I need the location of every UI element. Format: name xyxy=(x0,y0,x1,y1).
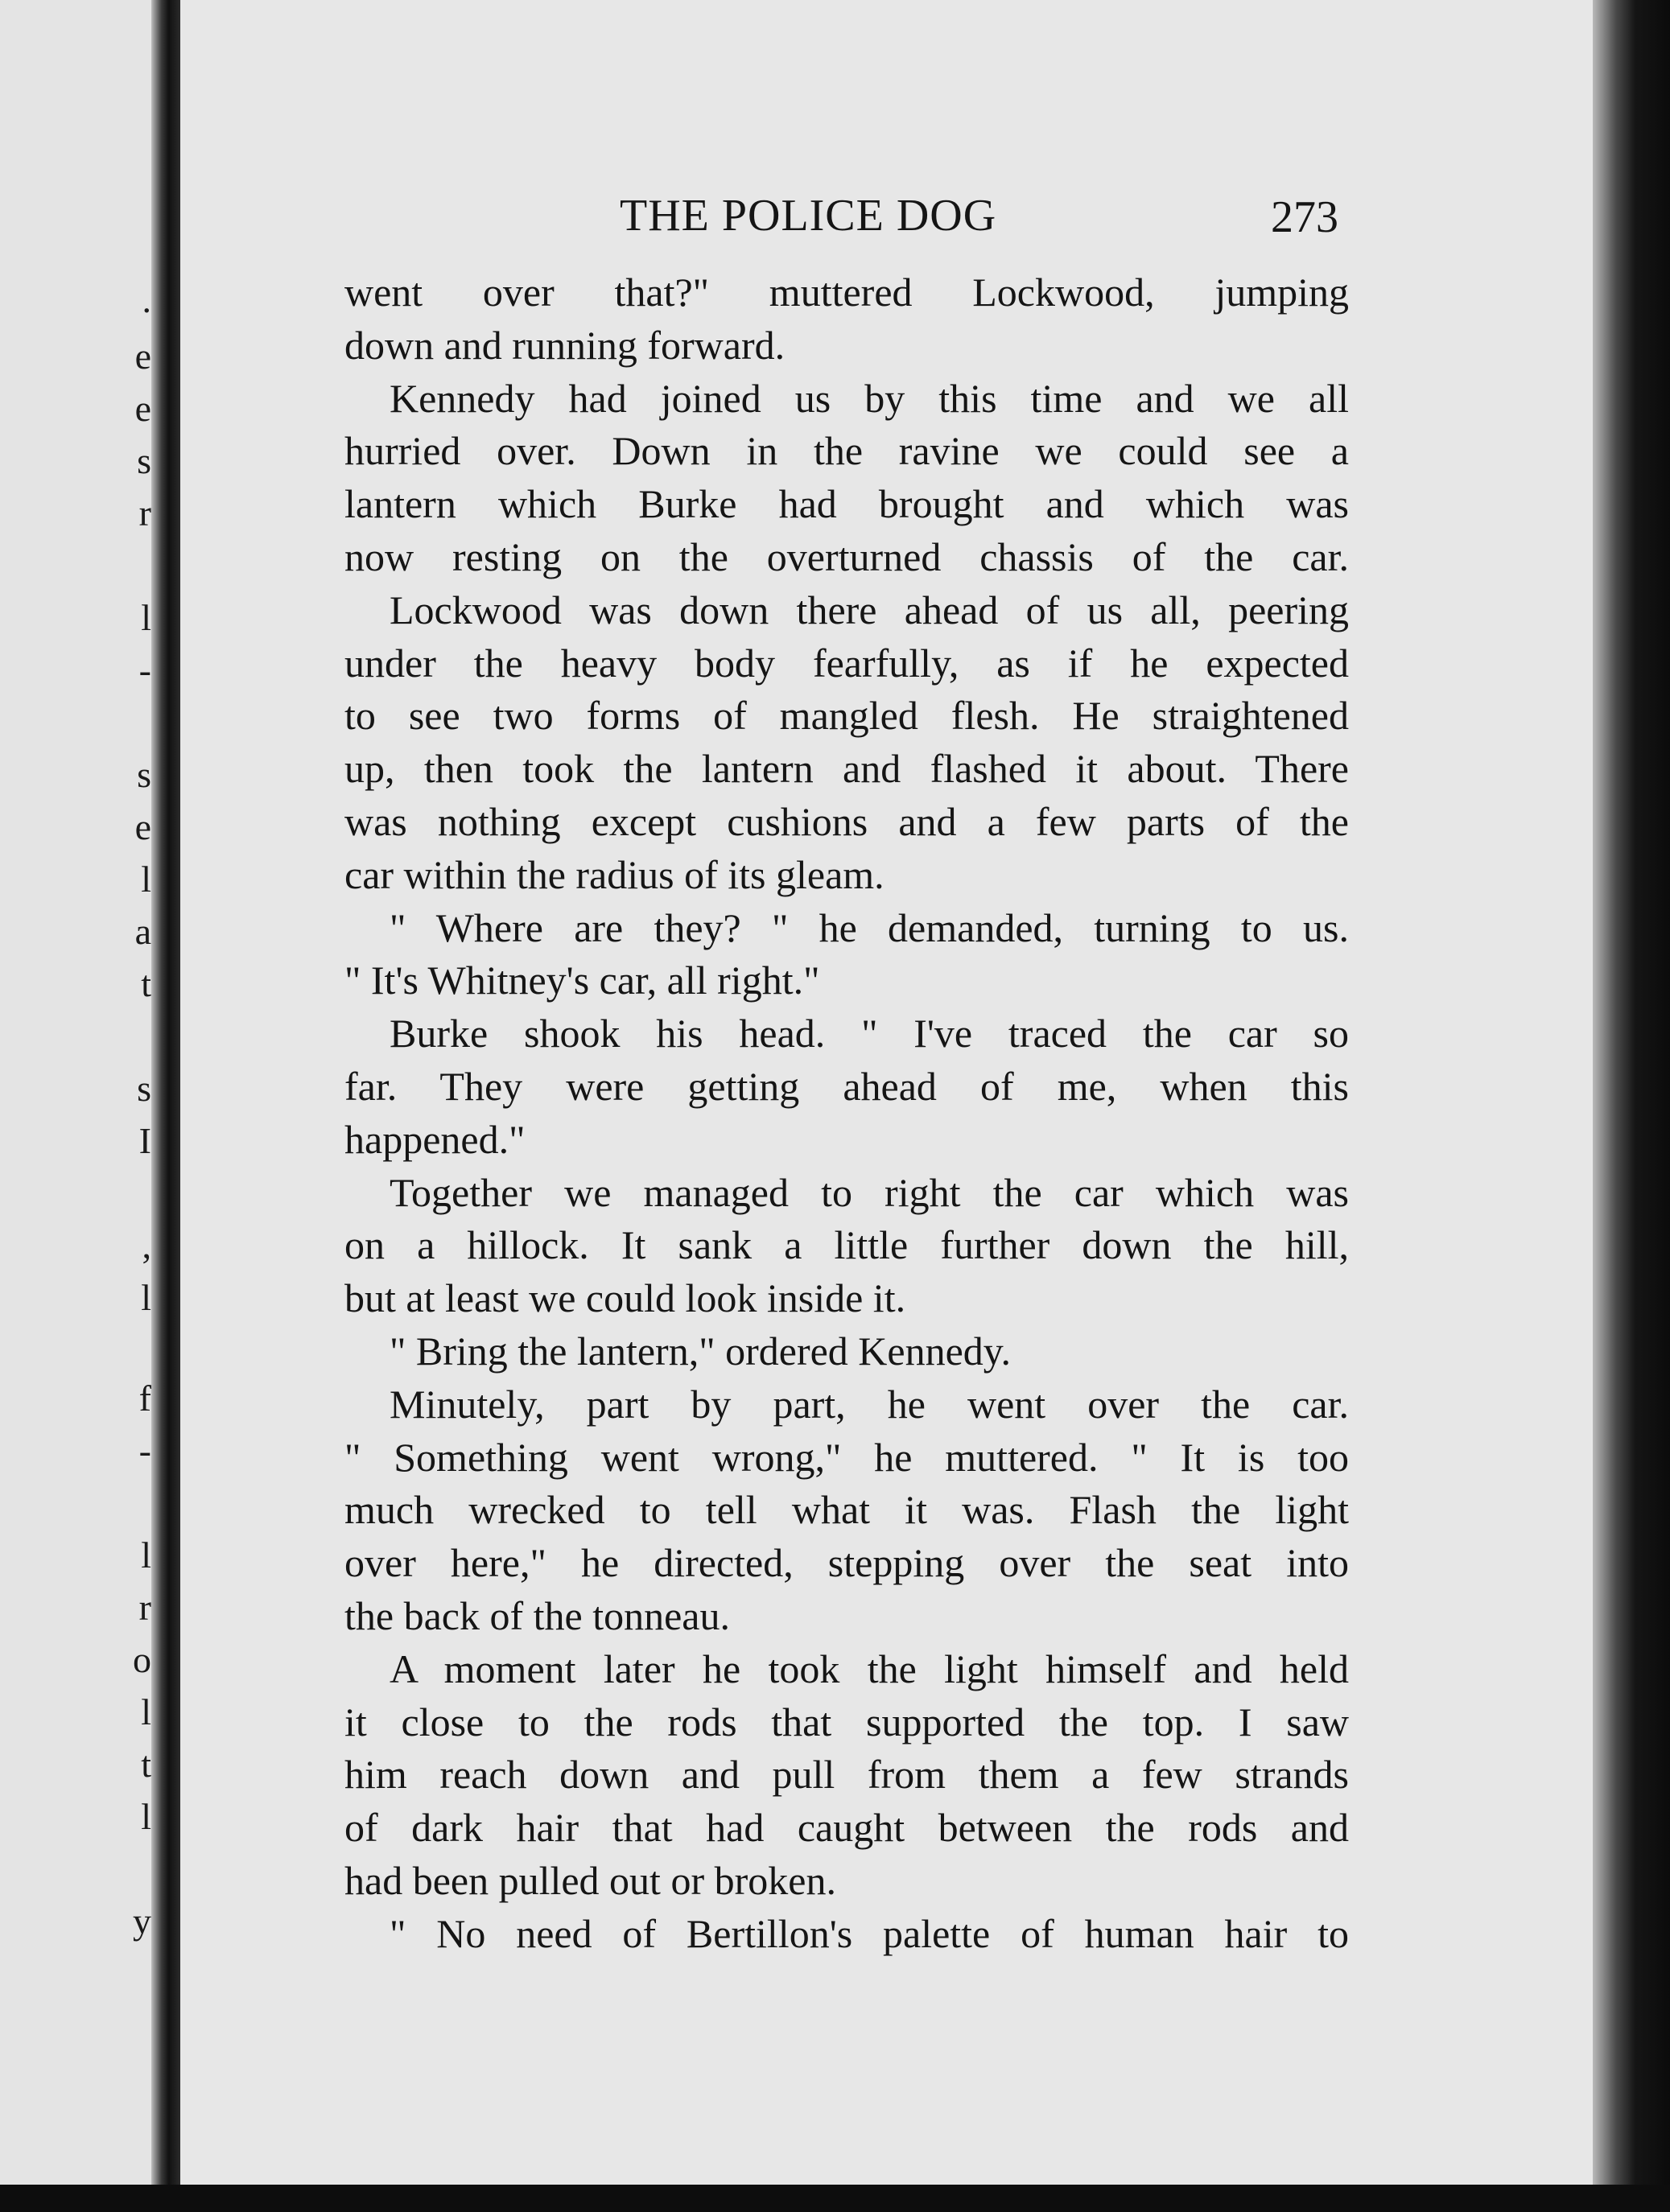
line-ending-fragment: l xyxy=(141,597,151,638)
text-line: on a hillock. It sank a little further down the hill, xyxy=(344,1222,1349,1268)
text-line: over here," he directed, stepping over the seat into xyxy=(344,1540,1349,1586)
page-number: 273 xyxy=(1271,192,1338,242)
text-line: Kennedy had joined us by this time and we all xyxy=(390,375,1349,421)
page-body-text xyxy=(344,266,1349,1961)
book-fore-edge xyxy=(1593,0,1670,2212)
line-ending-fragment: l xyxy=(141,1691,151,1732)
line-ending-fragment: t xyxy=(141,1744,151,1785)
text-line: lantern which Burke had brought and which was xyxy=(344,481,1349,527)
text-line: happened." xyxy=(344,1116,526,1162)
text-line: " No need of Bertillon's palette of human hair to xyxy=(390,1910,1349,1956)
text-line: went over that?" muttered Lockwood, jumping xyxy=(344,270,1349,315)
text-line: to see two forms of mangled flesh. He straightened xyxy=(344,693,1349,739)
line-ending-fragment: - xyxy=(138,1430,151,1471)
text-line: up, then took the lantern and flashed it about. There xyxy=(344,746,1349,792)
text-line: Burke shook his head. " I've traced the car so xyxy=(390,1011,1349,1057)
text-line: was nothing except cushions and a few parts of the xyxy=(344,798,1349,844)
line-ending-fragment: l xyxy=(141,1796,151,1837)
text-line: " It's Whitney's car, all right." xyxy=(344,958,820,1003)
text-line: under the heavy body fearfully, as if he expected xyxy=(344,640,1349,686)
text-line: it close to the rods that supported the top. I saw xyxy=(344,1699,1349,1744)
text-line: of dark hair that had caught between the rods and xyxy=(344,1805,1349,1851)
line-ending-fragment: e xyxy=(134,388,151,429)
line-ending-fragment: y xyxy=(133,1901,151,1942)
text-line: the back of the tonneau. xyxy=(344,1592,730,1638)
scan-bottom-border xyxy=(0,2185,1670,2212)
running-header-title: THE POLICE DOG xyxy=(620,191,997,241)
line-ending-fragment: f xyxy=(138,1378,151,1419)
text-line: car within the radius of its gleam. xyxy=(344,851,884,897)
line-ending-fragment: s xyxy=(137,1068,151,1109)
line-ending-fragment: , xyxy=(142,1225,151,1266)
book-gutter xyxy=(151,0,180,2212)
text-line: much wrecked to tell what it was. Flash the light xyxy=(344,1487,1349,1533)
text-line: " Where are they? " he demanded, turning to us. xyxy=(390,904,1349,950)
line-ending-fragment: r xyxy=(138,1587,151,1628)
line-ending-fragment: l xyxy=(141,1534,151,1576)
text-line: Minutely, part by part, he went over the car. xyxy=(390,1381,1349,1427)
text-line: Lockwood was down there ahead of us all, peering xyxy=(390,587,1349,632)
text-line: had been pulled out or broken. xyxy=(344,1857,836,1903)
line-ending-fragment: . xyxy=(142,279,151,320)
line-ending-fragment: s xyxy=(137,440,151,481)
line-ending-fragment: o xyxy=(133,1639,151,1680)
text-line: but at least we could look inside it. xyxy=(344,1275,906,1321)
text-line: Together we managed to right the car which was xyxy=(390,1169,1349,1215)
line-ending-fragment: t xyxy=(141,963,151,1004)
text-line: A moment later he took the light himself and held xyxy=(390,1646,1349,1691)
text-line: down and running forward. xyxy=(344,322,786,368)
text-line: " Something went wrong," he muttered. " It is too xyxy=(344,1434,1349,1480)
text-line: far. They were getting ahead of me, when this xyxy=(344,1063,1349,1109)
previous-page-line-endings xyxy=(0,0,151,2185)
line-ending-fragment: l xyxy=(141,859,151,900)
line-ending-fragment: - xyxy=(138,649,151,690)
line-ending-fragment: s xyxy=(137,754,151,795)
line-ending-fragment: l xyxy=(141,1277,151,1318)
line-ending-fragment: a xyxy=(134,911,151,952)
text-line: " Bring the lantern," ordered Kennedy. xyxy=(390,1328,1012,1374)
text-line: now resting on the overturned chassis of the car. xyxy=(344,533,1349,579)
text-line: hurried over. Down in the ravine we could see a xyxy=(344,428,1349,474)
line-ending-fragment: e xyxy=(134,336,151,377)
line-ending-fragment: r xyxy=(138,492,151,533)
text-line: him reach down and pull from them a few strands xyxy=(344,1752,1349,1798)
line-ending-fragment: I xyxy=(138,1120,151,1161)
line-ending-fragment: e xyxy=(134,806,151,847)
